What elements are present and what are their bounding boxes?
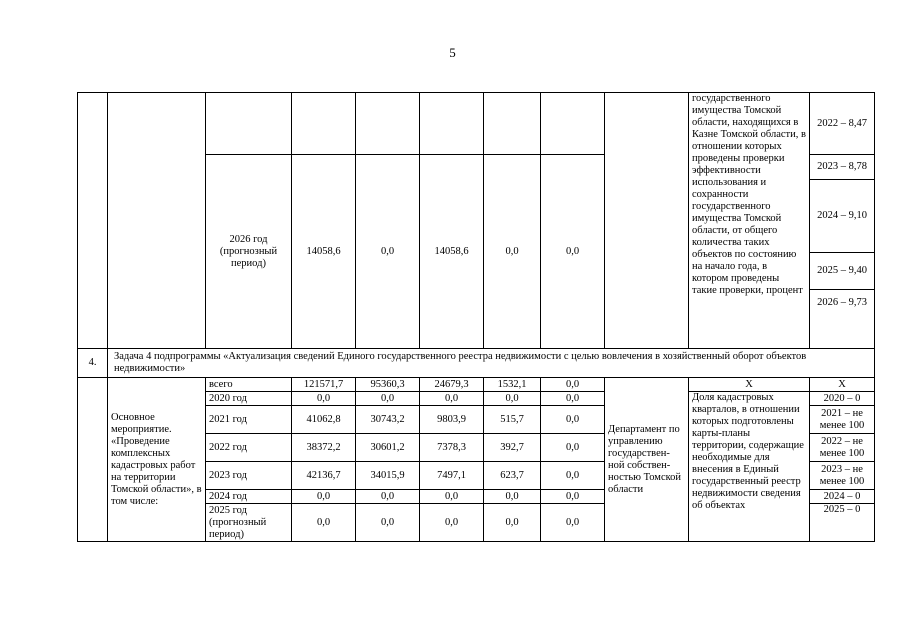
federal-cell: 0,0 [356, 504, 420, 542]
local-cell: 0,0 [484, 155, 541, 349]
regional-cell: 9803,9 [420, 406, 484, 434]
federal-cell: 30601,2 [356, 434, 420, 462]
other-cell: 0,0 [541, 406, 605, 434]
local-cell: 0,0 [484, 504, 541, 542]
target-value: 2025 – 0 [810, 504, 875, 542]
other-cell: 0,0 [541, 155, 605, 349]
other-cell: 0,0 [541, 378, 605, 392]
period-cell: 2023 год [206, 462, 292, 490]
indicator-text: Доля кадастровых кварталов, в отношении которых подготовлены карты-планы территории, содержащие необходимые для внесения в Единый государственный реестр недвижимости сведения об объектах [689, 392, 810, 542]
row-number-cell [78, 378, 108, 542]
target-value: 2023 – не менее 100 [810, 462, 875, 490]
total-cell: 121571,7 [292, 378, 356, 392]
local-cell: 623,7 [484, 462, 541, 490]
total-cell: 38372,2 [292, 434, 356, 462]
total-cell: 42136,7 [292, 462, 356, 490]
local-cell: 392,7 [484, 434, 541, 462]
local-cell: 0,0 [484, 490, 541, 504]
federal-cell: 0,0 [356, 490, 420, 504]
regional-cell: 7497,1 [420, 462, 484, 490]
target-value: 2024 – 9,10 [810, 180, 875, 253]
indicator-text: государственного имущества Томской области, находящихся в Казне Томской области, в отношении которых проведены проверки эффективности использования и сохранности государственного имущества Томской области, от общего количества таких объектов по состоянию на начало года, в котором проведены такие проверки, процент [689, 93, 810, 349]
federal-cell: 0,0 [356, 392, 420, 406]
activity-name: Основное мероприятие. «Проведение комплексных кадастровых работ на территории Томской области», в том числе: [108, 378, 206, 542]
task-number: 4. [78, 349, 108, 378]
total-cell: 41062,8 [292, 406, 356, 434]
executor-cell: Департамент по управлению государствен-ной собствен-ностью Томской области [605, 378, 689, 542]
period-cell: 2024 год [206, 490, 292, 504]
total-cell: 14058,6 [292, 155, 356, 349]
period-cell: 2021 год [206, 406, 292, 434]
target-value: 2024 – 0 [810, 490, 875, 504]
target-value: 2026 – 9,73 [817, 297, 867, 308]
activity-cell [108, 93, 206, 349]
period-cell: 2020 год [206, 392, 292, 406]
federal-cell: 30743,2 [356, 406, 420, 434]
regional-cell: 14058,6 [420, 155, 484, 349]
target-value: 2022 – не менее 100 [810, 434, 875, 462]
regional-cell: 0,0 [420, 504, 484, 542]
page-number: 5 [449, 45, 456, 60]
x-mark: Х [689, 378, 810, 392]
other-cell: 0,0 [541, 392, 605, 406]
target-value: 2021 – не менее 100 [810, 406, 875, 434]
other-cell: 0,0 [541, 434, 605, 462]
x-mark: Х [810, 378, 875, 392]
target-value: 2022 – 8,47 [810, 93, 875, 155]
regional-cell: 0,0 [420, 490, 484, 504]
local-cell: 0,0 [484, 392, 541, 406]
total-cell: 0,0 [292, 490, 356, 504]
target-value: 2025 – 9,40 [810, 253, 874, 290]
period-cell: всего [206, 378, 292, 392]
local-cell: 515,7 [484, 406, 541, 434]
period-cell: 2025 год (прогнозный период) [206, 504, 292, 542]
other-cell: 0,0 [541, 462, 605, 490]
period-cell: 2022 год [206, 434, 292, 462]
federal-cell: 34015,9 [356, 462, 420, 490]
subprogram-table [77, 92, 875, 542]
regional-cell: 7378,3 [420, 434, 484, 462]
federal-cell: 95360,3 [356, 378, 420, 392]
period-cell [206, 93, 292, 155]
other-cell: 0,0 [541, 504, 605, 542]
row-number-cell [78, 93, 108, 349]
regional-cell: 24679,3 [420, 378, 484, 392]
total-cell: 0,0 [292, 504, 356, 542]
target-value: 2020 – 0 [810, 392, 875, 406]
other-cell: 0,0 [541, 490, 605, 504]
target-value: 2023 – 8,78 [810, 155, 875, 180]
period-cell: 2026 год (прогнозный период) [206, 155, 292, 349]
total-cell: 0,0 [292, 392, 356, 406]
local-cell: 1532,1 [484, 378, 541, 392]
federal-cell: 0,0 [356, 155, 420, 349]
task-title: Задача 4 подпрограммы «Актуализация сведений Единого государственного реестра недвижимости с целью вовлечения в хозяйственный оборот объектов недвижимости» [108, 349, 875, 378]
executor-cell [605, 93, 689, 349]
regional-cell: 0,0 [420, 392, 484, 406]
